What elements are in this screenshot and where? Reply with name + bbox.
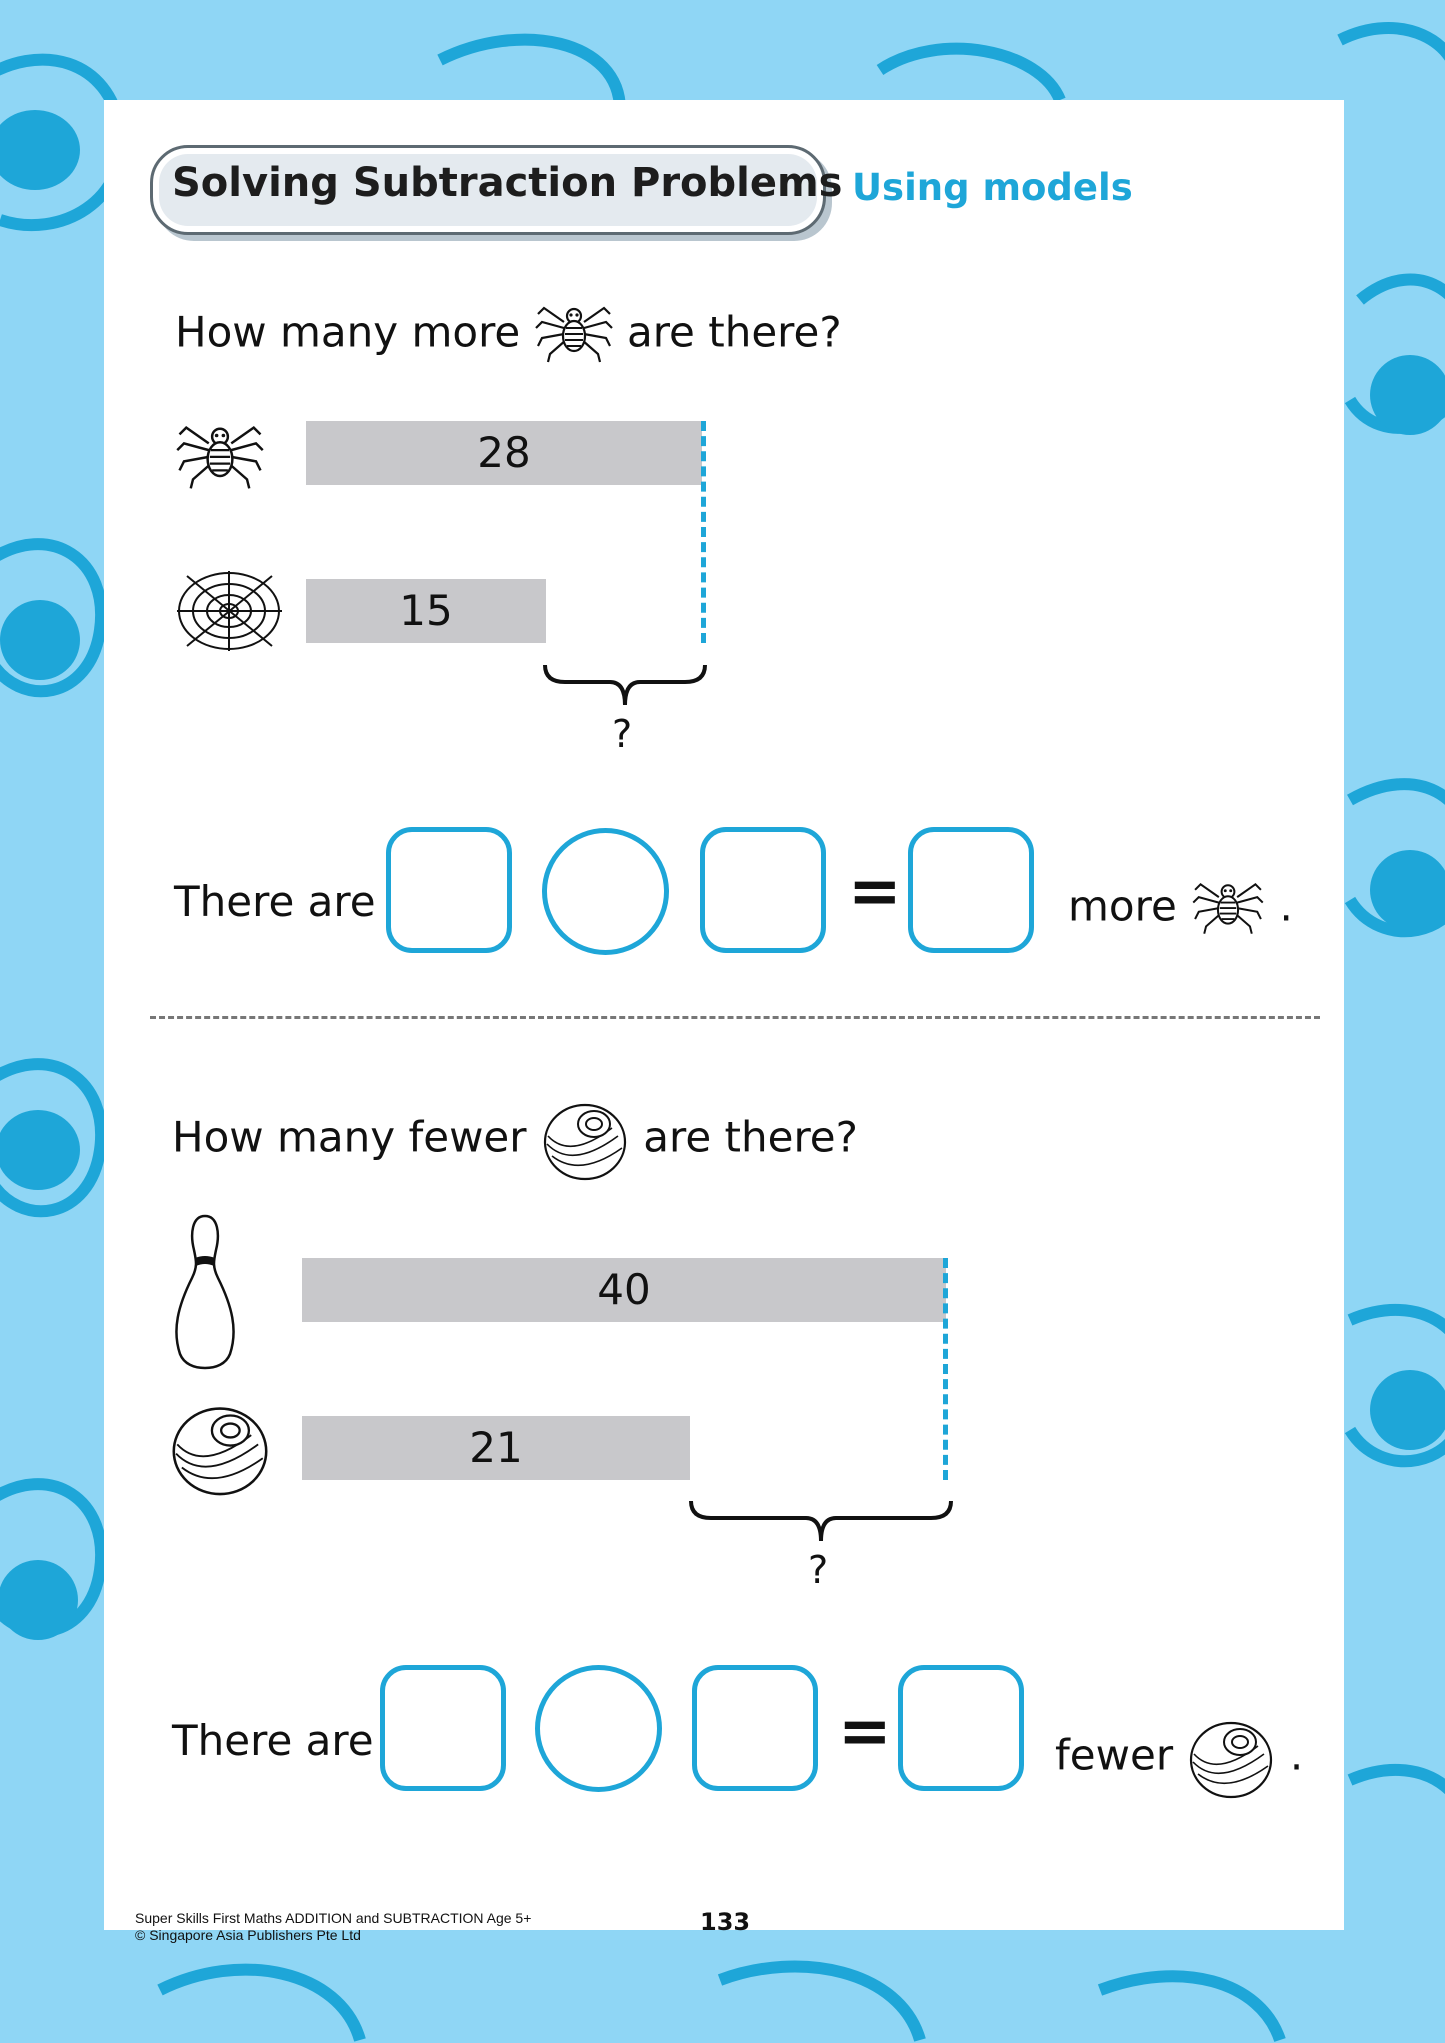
answer-2-start: There are	[172, 1716, 374, 1765]
answer-2-period: .	[1289, 1730, 1304, 1780]
answer-1-start: There are	[174, 877, 376, 926]
answer-1-result[interactable]	[908, 827, 1034, 953]
answer-1-end-label: more	[1068, 881, 1177, 931]
bowling-pin-icon	[170, 1212, 240, 1372]
difference-marker-line	[943, 1258, 948, 1480]
difference-brace	[540, 660, 710, 720]
worksheet-page	[104, 100, 1344, 1930]
bar-bowling-pins-value: 40	[597, 1265, 651, 1314]
ball-icon	[540, 1098, 630, 1182]
page-number: 133	[700, 1908, 751, 1936]
bar-spiders-value: 28	[477, 428, 531, 477]
equals-sign: =	[848, 855, 902, 929]
difference-brace	[686, 1496, 956, 1556]
answer-1-number-1[interactable]	[386, 827, 512, 953]
spider-icon	[534, 300, 614, 370]
answer-2-operator[interactable]	[535, 1665, 662, 1792]
spider-web-icon	[172, 566, 287, 656]
question-2-end: are there?	[643, 1112, 858, 1162]
answer-1-number-2[interactable]	[700, 827, 826, 953]
section-divider	[150, 1016, 1320, 1019]
difference-marker-line	[701, 421, 706, 643]
page-title: Solving Subtraction Problems	[172, 160, 843, 206]
footer-book-title: Super Skills First Maths ADDITION and SUBTRACTION Age 5+	[135, 1910, 532, 1926]
footer-copyright: © Singapore Asia Publishers Pte Ltd	[135, 1927, 361, 1943]
page-subtitle: Using models	[852, 166, 1133, 209]
ball-icon	[1186, 1716, 1276, 1800]
answer-1-end	[1068, 877, 1293, 941]
bar-webs-value: 15	[399, 586, 453, 635]
answer-2-result[interactable]	[898, 1665, 1024, 1791]
ball-icon	[168, 1400, 272, 1498]
answer-2-number-1[interactable]	[380, 1665, 506, 1791]
question-1-start: How many more	[175, 307, 521, 357]
answer-2-end-label: fewer	[1055, 1730, 1174, 1780]
question-1	[175, 300, 842, 370]
bar-balls-value: 21	[469, 1423, 523, 1472]
unknown-difference: ?	[808, 1548, 829, 1592]
question-1-end: are there?	[626, 307, 842, 357]
question-2-start: How many fewer	[172, 1112, 527, 1162]
answer-2-number-2[interactable]	[692, 1665, 818, 1791]
answer-1-period: .	[1279, 881, 1293, 931]
question-2	[172, 1098, 858, 1182]
unknown-difference: ?	[612, 712, 633, 756]
answer-1-operator[interactable]	[542, 828, 669, 955]
spider-icon	[175, 418, 265, 498]
answer-2-end	[1055, 1716, 1303, 1800]
equals-sign: =	[838, 1695, 892, 1769]
spider-icon	[1190, 877, 1266, 941]
